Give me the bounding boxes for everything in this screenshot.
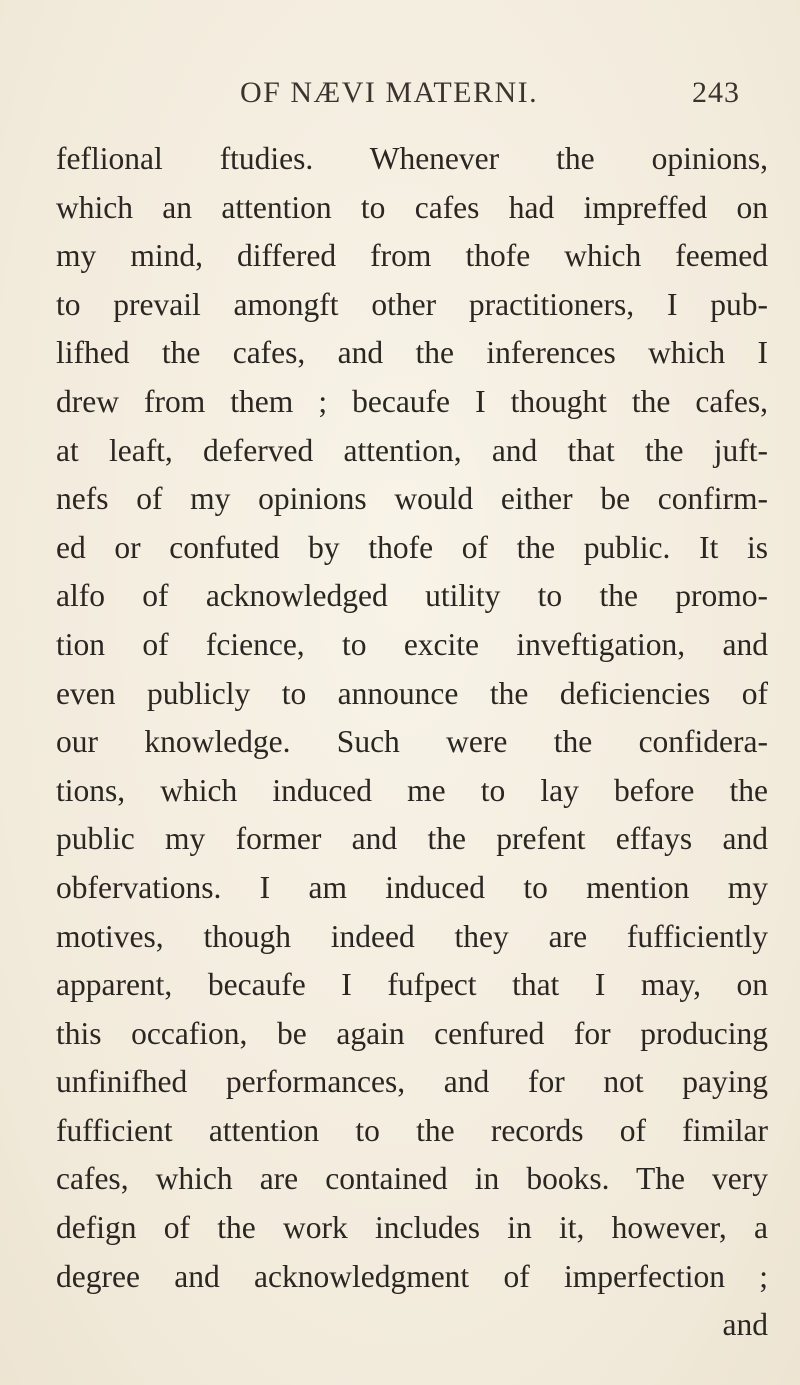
text-line: which an attention to cafes had impreffed on [56, 189, 768, 225]
body-text [56, 135, 768, 1350]
text-line: lifhed the cafes, and the inferences which I [56, 335, 768, 371]
text-line: cafes, which are contained in books. The very [56, 1161, 768, 1197]
text-line: this occafion, be again cenfured for producing [56, 1015, 768, 1051]
text-line: defign of the work includes in it, however, a [56, 1210, 768, 1246]
text-line: fufficient attention to the records of fimilar [56, 1112, 768, 1148]
text-line: even publicly to announce the deficiencies of [56, 675, 768, 711]
running-head [0, 76, 800, 116]
text-line: tions, which induced me to lay before the [56, 772, 768, 808]
text-line: public my former and the prefent effays and [56, 821, 768, 857]
text-line: motives, though indeed they are fufficiently [56, 918, 768, 954]
catchword: and [722, 1307, 768, 1343]
text-line: feflional ftudies. Whenever the opinions, [56, 141, 768, 176]
text-line: our knowledge. Such were the confidera- [56, 724, 768, 760]
text-line: obfervations. I am induced to mention my [56, 869, 768, 905]
running-title: OF NÆVI MATERNI. [240, 76, 539, 109]
text-line: drew from them ; becaufe I thought the cafes, [56, 383, 768, 419]
text-line: to prevail amongft other practitioners, I pub- [56, 286, 768, 322]
text-line: my mind, differed from thofe which feemed [56, 238, 768, 274]
text-line: tion of fcience, to excite inveftigation, and [56, 626, 768, 662]
text-line: degree and acknowledgment of imperfection ; [56, 1258, 768, 1294]
text-line: alfo of acknowledged utility to the promo- [56, 578, 768, 614]
text-line: ed or confuted by thofe of the public. It is [56, 529, 768, 565]
text-line: unfinifhed performances, and for not paying [56, 1064, 768, 1100]
text-line: at leaft, deferved attention, and that the juft- [56, 432, 768, 468]
text-line: nefs of my opinions would either be confirm- [56, 481, 768, 517]
page-number: 243 [692, 76, 740, 109]
text-line: apparent, becaufe I fufpect that I may, on [56, 967, 768, 1003]
